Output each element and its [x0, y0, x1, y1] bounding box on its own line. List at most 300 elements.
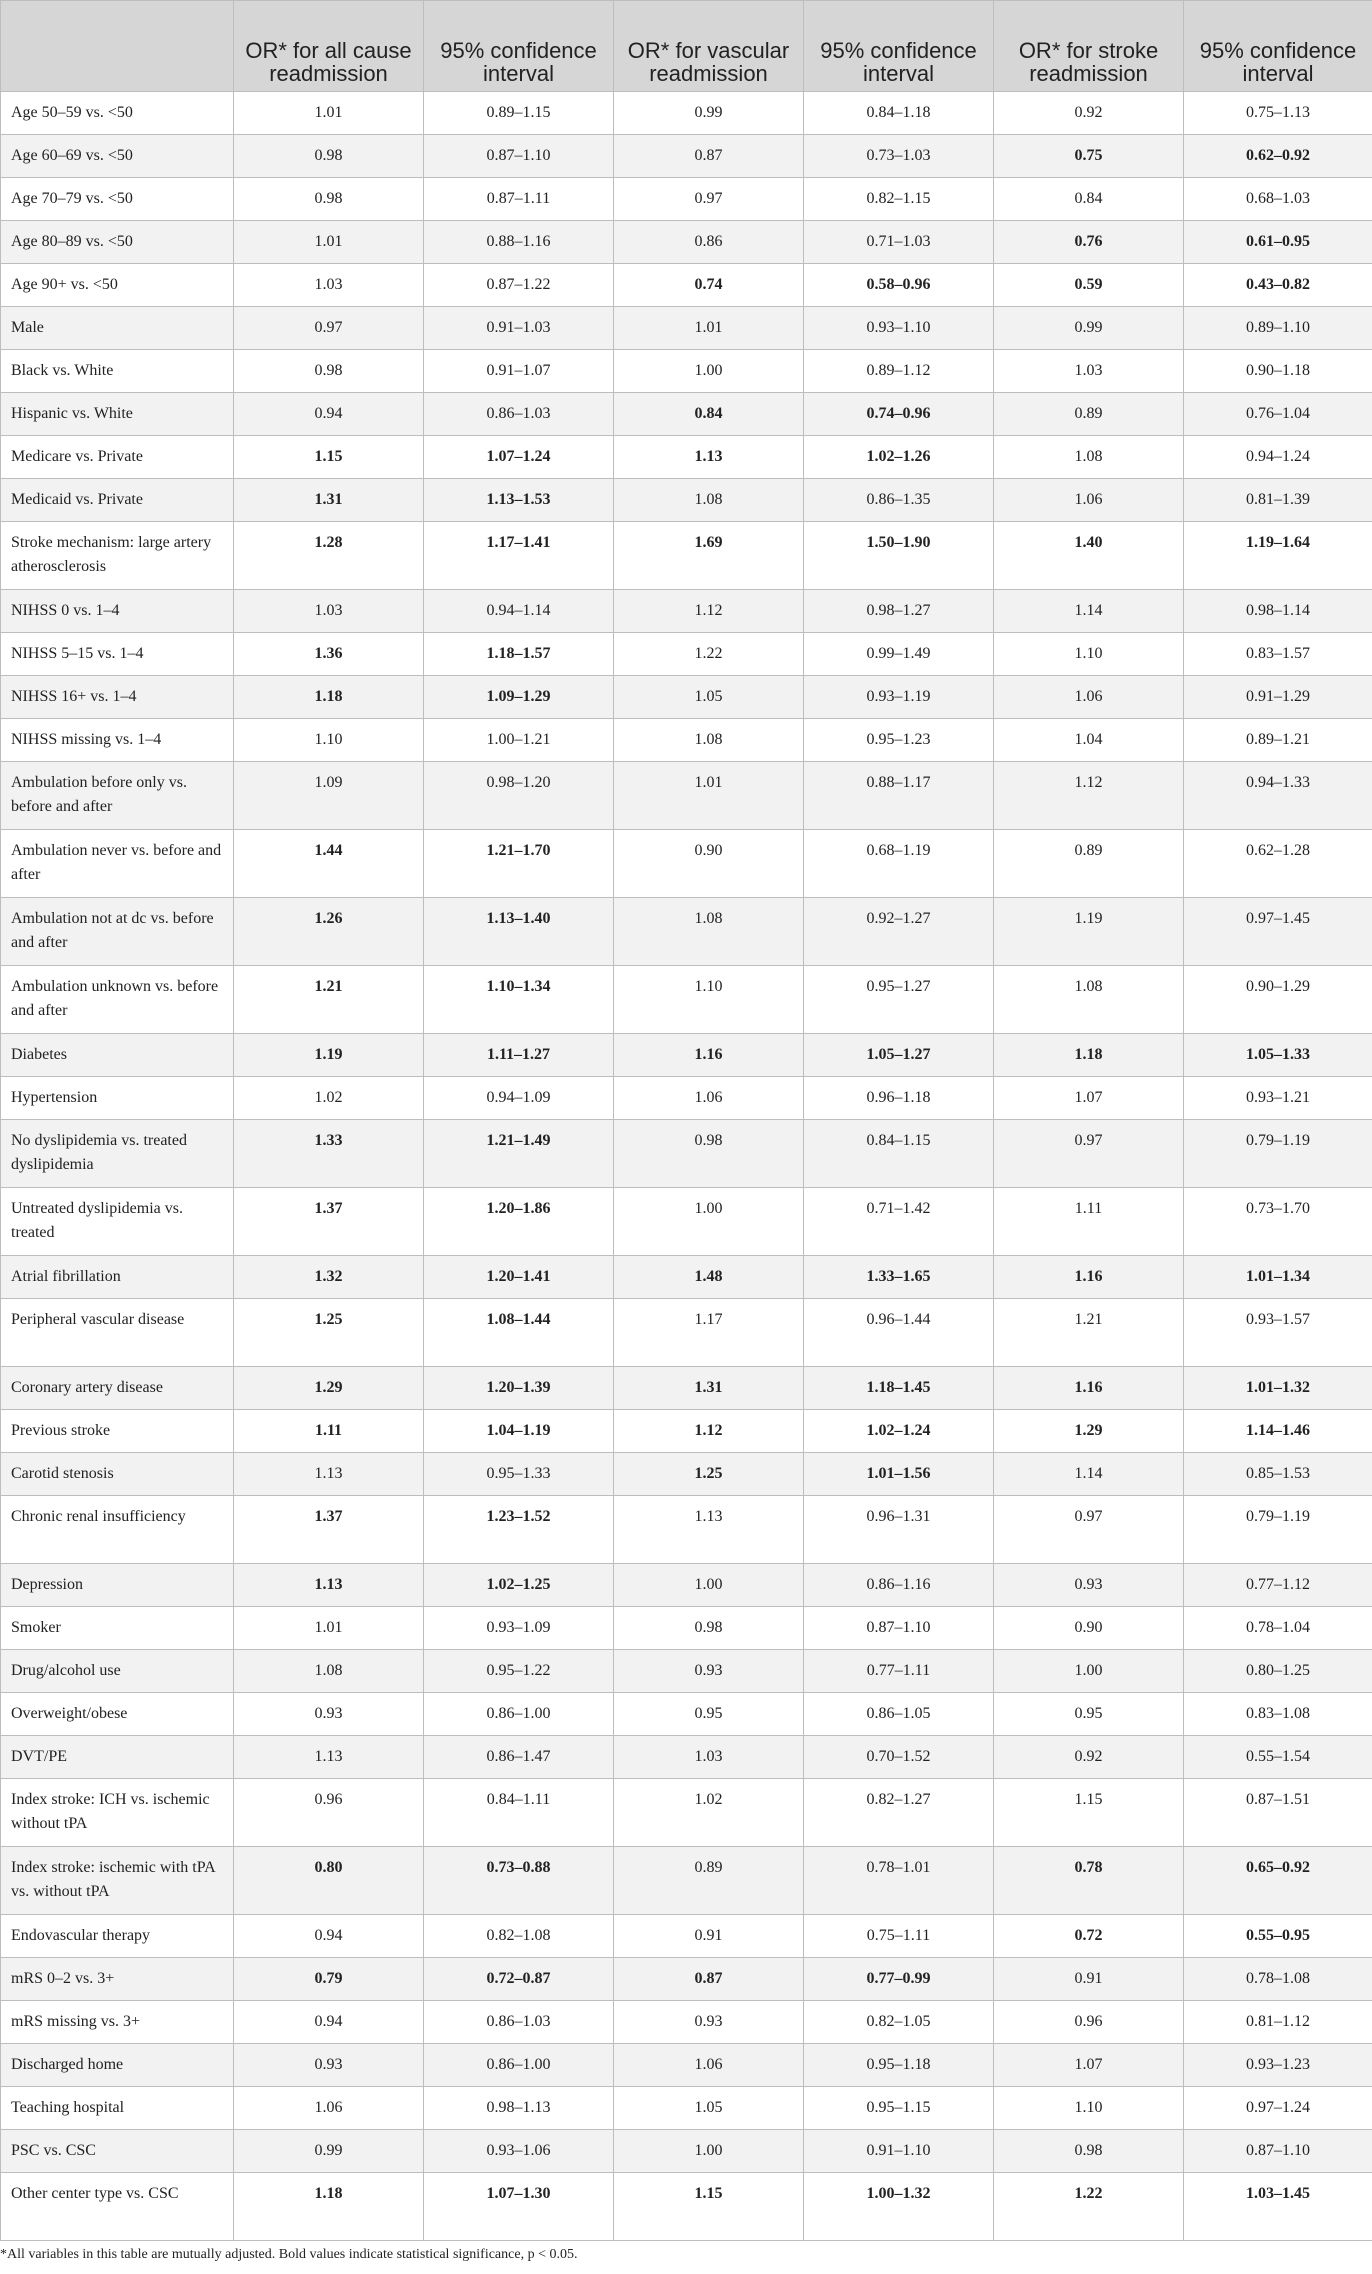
- odds-ratio-cell: 1.06: [234, 2087, 424, 2130]
- odds-ratio-cell: 0.87: [614, 1958, 804, 2001]
- confidence-interval-cell: 0.43–0.82: [1184, 264, 1372, 307]
- row-label: Discharged home: [1, 2044, 234, 2087]
- row-label: NIHSS missing vs. 1–4: [1, 719, 234, 762]
- odds-ratio-cell: 1.25: [234, 1299, 424, 1367]
- odds-ratio-cell: 0.98: [234, 135, 424, 178]
- confidence-interval-cell: 0.94–1.33: [1184, 762, 1372, 830]
- odds-ratio-cell: 0.75: [994, 135, 1184, 178]
- odds-ratio-cell: 1.02: [234, 1077, 424, 1120]
- odds-ratio-cell: 0.92: [994, 92, 1184, 135]
- confidence-interval-cell: 0.91–1.29: [1184, 676, 1372, 719]
- odds-ratio-cell: 1.25: [614, 1453, 804, 1496]
- odds-ratio-cell: 0.95: [614, 1693, 804, 1736]
- confidence-interval-cell: 0.89–1.12: [804, 350, 994, 393]
- odds-ratio-cell: 1.21: [994, 1299, 1184, 1367]
- row-label: Hypertension: [1, 1077, 234, 1120]
- confidence-interval-cell: 0.87–1.10: [1184, 2130, 1372, 2173]
- confidence-interval-cell: 0.99–1.49: [804, 633, 994, 676]
- row-label: NIHSS 5–15 vs. 1–4: [1, 633, 234, 676]
- row-label: mRS 0–2 vs. 3+: [1, 1958, 234, 2001]
- table-row: [1, 676, 1372, 719]
- confidence-interval-cell: 1.02–1.26: [804, 436, 994, 479]
- odds-ratio-cell: 1.01: [234, 1607, 424, 1650]
- confidence-interval-cell: 0.93–1.19: [804, 676, 994, 719]
- confidence-interval-cell: 0.84–1.15: [804, 1120, 994, 1188]
- table-row: [1, 2044, 1372, 2087]
- confidence-interval-cell: 0.84–1.18: [804, 92, 994, 135]
- confidence-interval-cell: 1.13–1.40: [424, 898, 614, 966]
- odds-ratio-cell: 1.18: [994, 1034, 1184, 1077]
- odds-ratio-cell: 0.97: [234, 307, 424, 350]
- odds-ratio-cell: 1.06: [614, 1077, 804, 1120]
- odds-ratio-cell: 1.08: [994, 966, 1184, 1034]
- odds-ratio-cell: 0.96: [234, 1779, 424, 1847]
- odds-ratio-cell: 1.01: [234, 221, 424, 264]
- confidence-interval-cell: 0.77–0.99: [804, 1958, 994, 2001]
- odds-ratio-cell: 1.08: [614, 719, 804, 762]
- confidence-interval-cell: 0.93–1.57: [1184, 1299, 1372, 1367]
- odds-ratio-cell: 0.94: [234, 1915, 424, 1958]
- table-row: [1, 92, 1372, 135]
- confidence-interval-cell: 0.58–0.96: [804, 264, 994, 307]
- odds-ratio-cell: 0.95: [994, 1693, 1184, 1736]
- row-label: NIHSS 0 vs. 1–4: [1, 590, 234, 633]
- odds-ratio-cell: 0.87: [614, 135, 804, 178]
- confidence-interval-cell: 0.78–1.01: [804, 1847, 994, 1915]
- confidence-interval-cell: 1.01–1.32: [1184, 1367, 1372, 1410]
- odds-ratio-cell: 0.80: [234, 1847, 424, 1915]
- confidence-interval-cell: 1.07–1.30: [424, 2173, 614, 2241]
- table-footnote: *All variables in this table are mutually adjusted. Bold values indicate statistical significance, p < 0.05.: [0, 2247, 578, 2262]
- confidence-interval-cell: 1.21–1.70: [424, 830, 614, 898]
- row-label: Medicare vs. Private: [1, 436, 234, 479]
- confidence-interval-cell: 1.10–1.34: [424, 966, 614, 1034]
- odds-ratio-cell: 0.90: [614, 830, 804, 898]
- confidence-interval-cell: 1.05–1.27: [804, 1034, 994, 1077]
- odds-ratio-cell: 0.78: [994, 1847, 1184, 1915]
- odds-ratio-cell: 1.37: [234, 1188, 424, 1256]
- table-row: [1, 1650, 1372, 1693]
- table-row: [1, 436, 1372, 479]
- row-label: Diabetes: [1, 1034, 234, 1077]
- odds-ratio-cell: 0.59: [994, 264, 1184, 307]
- confidence-interval-cell: 1.14–1.46: [1184, 1410, 1372, 1453]
- confidence-interval-cell: 0.98–1.20: [424, 762, 614, 830]
- table-row: [1, 264, 1372, 307]
- confidence-interval-cell: 0.93–1.23: [1184, 2044, 1372, 2087]
- odds-ratio-cell: 1.01: [614, 307, 804, 350]
- table-row: [1, 1779, 1372, 1847]
- confidence-interval-cell: 0.88–1.16: [424, 221, 614, 264]
- row-label: Age 70–79 vs. <50: [1, 178, 234, 221]
- odds-ratio-cell: 1.18: [234, 2173, 424, 2241]
- odds-ratio-cell: 0.89: [994, 393, 1184, 436]
- confidence-interval-cell: 0.74–0.96: [804, 393, 994, 436]
- row-label: Ambulation unknown vs. before and after: [1, 966, 234, 1034]
- odds-ratio-cell: 1.08: [234, 1650, 424, 1693]
- confidence-interval-cell: 0.62–0.92: [1184, 135, 1372, 178]
- odds-ratio-cell: 1.19: [234, 1034, 424, 1077]
- odds-ratio-cell: 1.00: [614, 350, 804, 393]
- odds-ratio-cell: 1.13: [614, 436, 804, 479]
- confidence-interval-cell: 0.75–1.11: [804, 1915, 994, 1958]
- odds-ratio-cell: 1.08: [994, 436, 1184, 479]
- table-row: [1, 590, 1372, 633]
- row-label: Age 50–59 vs. <50: [1, 92, 234, 135]
- row-label: Ambulation not at dc vs. before and after: [1, 898, 234, 966]
- odds-ratio-cell: 1.16: [994, 1367, 1184, 1410]
- odds-ratio-cell: 1.44: [234, 830, 424, 898]
- confidence-interval-cell: 0.81–1.12: [1184, 2001, 1372, 2044]
- odds-ratio-cell: 0.93: [994, 1564, 1184, 1607]
- confidence-interval-cell: 0.89–1.15: [424, 92, 614, 135]
- confidence-interval-cell: 1.01–1.56: [804, 1453, 994, 1496]
- odds-ratio-cell: 1.00: [614, 1188, 804, 1256]
- odds-ratio-cell: 1.05: [614, 2087, 804, 2130]
- odds-ratio-cell: 1.11: [234, 1410, 424, 1453]
- table-row: [1, 307, 1372, 350]
- odds-ratio-cell: 0.93: [614, 2001, 804, 2044]
- row-label: mRS missing vs. 3+: [1, 2001, 234, 2044]
- confidence-interval-cell: 0.94–1.14: [424, 590, 614, 633]
- odds-ratio-cell: 0.91: [614, 1915, 804, 1958]
- confidence-interval-cell: 0.87–1.10: [424, 135, 614, 178]
- confidence-interval-cell: 0.91–1.03: [424, 307, 614, 350]
- odds-ratio-cell: 1.37: [234, 1496, 424, 1564]
- odds-ratio-cell: 1.31: [234, 479, 424, 522]
- row-label: Teaching hospital: [1, 2087, 234, 2130]
- odds-ratio-cell: 1.00: [614, 2130, 804, 2173]
- confidence-interval-cell: 0.87–1.51: [1184, 1779, 1372, 1847]
- confidence-interval-cell: 1.50–1.90: [804, 522, 994, 590]
- table-row: [1, 1453, 1372, 1496]
- confidence-interval-cell: 0.95–1.22: [424, 1650, 614, 1693]
- odds-ratio-cell: 0.98: [234, 178, 424, 221]
- row-label: Medicaid vs. Private: [1, 479, 234, 522]
- confidence-interval-cell: 0.65–0.92: [1184, 1847, 1372, 1915]
- confidence-interval-cell: 1.18–1.45: [804, 1367, 994, 1410]
- confidence-interval-cell: 0.72–0.87: [424, 1958, 614, 2001]
- odds-ratio-cell: 0.98: [614, 1607, 804, 1650]
- confidence-interval-cell: 1.08–1.44: [424, 1299, 614, 1367]
- confidence-interval-cell: 0.95–1.33: [424, 1453, 614, 1496]
- confidence-interval-cell: 0.93–1.21: [1184, 1077, 1372, 1120]
- row-label: Smoker: [1, 1607, 234, 1650]
- odds-ratio-cell: 0.84: [994, 178, 1184, 221]
- odds-ratio-cell: 0.89: [994, 830, 1184, 898]
- odds-ratio-cell: 1.07: [994, 2044, 1184, 2087]
- confidence-interval-cell: 0.94–1.24: [1184, 436, 1372, 479]
- odds-ratio-cell: 1.03: [234, 264, 424, 307]
- table-row: [1, 830, 1372, 898]
- odds-ratio-cell: 1.08: [614, 898, 804, 966]
- odds-ratio-cell: 1.03: [234, 590, 424, 633]
- confidence-interval-cell: 0.87–1.11: [424, 178, 614, 221]
- row-label: Overweight/obese: [1, 1693, 234, 1736]
- odds-ratio-cell: 1.16: [614, 1034, 804, 1077]
- confidence-interval-cell: 1.05–1.33: [1184, 1034, 1372, 1077]
- header-cell: 95% confidence interval: [1184, 1, 1372, 92]
- confidence-interval-cell: 0.89–1.21: [1184, 719, 1372, 762]
- confidence-interval-cell: 1.17–1.41: [424, 522, 614, 590]
- confidence-interval-cell: 0.71–1.03: [804, 221, 994, 264]
- table-row: [1, 2173, 1372, 2241]
- confidence-interval-cell: 1.20–1.39: [424, 1367, 614, 1410]
- confidence-interval-cell: 0.90–1.18: [1184, 350, 1372, 393]
- odds-ratio-cell: 1.13: [234, 1453, 424, 1496]
- confidence-interval-cell: 1.00–1.32: [804, 2173, 994, 2241]
- row-label: Previous stroke: [1, 1410, 234, 1453]
- odds-ratio-cell: 1.03: [614, 1736, 804, 1779]
- confidence-interval-cell: 0.93–1.09: [424, 1607, 614, 1650]
- confidence-interval-cell: 1.03–1.45: [1184, 2173, 1372, 2241]
- table-row: [1, 1077, 1372, 1120]
- odds-ratio-cell: 1.03: [994, 350, 1184, 393]
- table-row: [1, 393, 1372, 436]
- confidence-interval-cell: 0.82–1.05: [804, 2001, 994, 2044]
- odds-ratio-cell: 0.99: [234, 2130, 424, 2173]
- confidence-interval-cell: 0.77–1.11: [804, 1650, 994, 1693]
- confidence-interval-cell: 0.77–1.12: [1184, 1564, 1372, 1607]
- row-label: Coronary artery disease: [1, 1367, 234, 1410]
- table-row: [1, 479, 1372, 522]
- odds-ratio-cell: 1.04: [994, 719, 1184, 762]
- odds-ratio-cell: 0.90: [994, 1607, 1184, 1650]
- confidence-interval-cell: 0.75–1.13: [1184, 92, 1372, 135]
- row-label: Age 90+ vs. <50: [1, 264, 234, 307]
- table-row: [1, 2130, 1372, 2173]
- odds-ratio-cell: 1.12: [614, 1410, 804, 1453]
- odds-ratio-cell: 0.91: [994, 1958, 1184, 2001]
- row-label: Age 60–69 vs. <50: [1, 135, 234, 178]
- table-row: [1, 898, 1372, 966]
- confidence-interval-cell: 1.20–1.41: [424, 1256, 614, 1299]
- odds-ratio-cell: 1.10: [994, 633, 1184, 676]
- odds-ratio-cell: 0.97: [994, 1496, 1184, 1564]
- odds-ratio-cell: 1.13: [234, 1736, 424, 1779]
- odds-ratio-cell: 1.09: [234, 762, 424, 830]
- odds-ratio-cell: 1.06: [994, 479, 1184, 522]
- confidence-interval-cell: 0.86–1.00: [424, 1693, 614, 1736]
- header-cell: OR* for all cause readmission: [234, 1, 424, 92]
- confidence-interval-cell: 0.87–1.22: [424, 264, 614, 307]
- odds-ratio-cell: 1.10: [994, 2087, 1184, 2130]
- confidence-interval-cell: 0.76–1.04: [1184, 393, 1372, 436]
- odds-ratio-cell: 1.15: [614, 2173, 804, 2241]
- confidence-interval-cell: 0.86–1.16: [804, 1564, 994, 1607]
- table-row: [1, 2001, 1372, 2044]
- confidence-interval-cell: 0.86–1.35: [804, 479, 994, 522]
- odds-ratio-cell: 0.97: [994, 1120, 1184, 1188]
- confidence-interval-cell: 1.04–1.19: [424, 1410, 614, 1453]
- confidence-interval-cell: 0.61–0.95: [1184, 221, 1372, 264]
- table-row: [1, 1847, 1372, 1915]
- confidence-interval-cell: 1.20–1.86: [424, 1188, 614, 1256]
- row-label: NIHSS 16+ vs. 1–4: [1, 676, 234, 719]
- table-row: [1, 1564, 1372, 1607]
- odds-ratio-cell: 1.00: [614, 1564, 804, 1607]
- row-label: Peripheral vascular disease: [1, 1299, 234, 1367]
- confidence-interval-cell: 0.86–1.47: [424, 1736, 614, 1779]
- row-label: Atrial fibrillation: [1, 1256, 234, 1299]
- odds-ratio-cell: 1.36: [234, 633, 424, 676]
- odds-ratio-cell: 1.07: [994, 1077, 1184, 1120]
- confidence-interval-cell: 0.55–0.95: [1184, 1915, 1372, 1958]
- odds-ratio-cell: 1.26: [234, 898, 424, 966]
- table-row: [1, 1367, 1372, 1410]
- table-row: [1, 178, 1372, 221]
- odds-ratio-cell: 1.05: [614, 676, 804, 719]
- odds-ratio-cell: 1.21: [234, 966, 424, 1034]
- row-label: Drug/alcohol use: [1, 1650, 234, 1693]
- odds-ratio-cell: 1.06: [994, 676, 1184, 719]
- odds-ratio-cell: 1.08: [614, 479, 804, 522]
- row-label: No dyslipidemia vs. treated dyslipidemia: [1, 1120, 234, 1188]
- confidence-interval-cell: 0.96–1.44: [804, 1299, 994, 1367]
- row-label: Depression: [1, 1564, 234, 1607]
- confidence-interval-cell: 0.86–1.03: [424, 393, 614, 436]
- table-row: [1, 1034, 1372, 1077]
- odds-ratio-cell: 0.93: [614, 1650, 804, 1693]
- confidence-interval-cell: 0.87–1.10: [804, 1607, 994, 1650]
- odds-ratio-cell: 0.99: [614, 92, 804, 135]
- odds-ratio-cell: 1.17: [614, 1299, 804, 1367]
- odds-ratio-cell: 0.94: [234, 393, 424, 436]
- odds-ratio-cell: 0.97: [614, 178, 804, 221]
- confidence-interval-cell: 0.96–1.31: [804, 1496, 994, 1564]
- confidence-interval-cell: 0.81–1.39: [1184, 479, 1372, 522]
- table-row: [1, 1915, 1372, 1958]
- odds-ratio-cell: 1.06: [614, 2044, 804, 2087]
- table-row: [1, 719, 1372, 762]
- odds-ratio-cell: 0.93: [234, 1693, 424, 1736]
- table-row: [1, 1693, 1372, 1736]
- confidence-interval-cell: 0.94–1.09: [424, 1077, 614, 1120]
- confidence-interval-cell: 0.89–1.10: [1184, 307, 1372, 350]
- row-label: Age 80–89 vs. <50: [1, 221, 234, 264]
- row-label: Ambulation before only vs. before and after: [1, 762, 234, 830]
- odds-ratio-cell: 1.12: [614, 590, 804, 633]
- odds-ratio-cell: 1.13: [234, 1564, 424, 1607]
- row-label: Carotid stenosis: [1, 1453, 234, 1496]
- odds-ratio-cell: 0.72: [994, 1915, 1184, 1958]
- confidence-interval-cell: 1.18–1.57: [424, 633, 614, 676]
- odds-ratio-cell: 1.13: [614, 1496, 804, 1564]
- confidence-interval-cell: 0.73–0.88: [424, 1847, 614, 1915]
- row-label: Ambulation never vs. before and after: [1, 830, 234, 898]
- odds-ratio-cell: 0.99: [994, 307, 1184, 350]
- confidence-interval-cell: 0.92–1.27: [804, 898, 994, 966]
- table-body: [1, 92, 1372, 2241]
- table-row: [1, 1299, 1372, 1367]
- header-cell: OR* for stroke readmission: [994, 1, 1184, 92]
- odds-ratio-cell: 0.86: [614, 221, 804, 264]
- header-row: [1, 1, 1372, 92]
- odds-ratio-cell: 0.98: [994, 2130, 1184, 2173]
- row-label: Untreated dyslipidemia vs. treated: [1, 1188, 234, 1256]
- confidence-interval-cell: 0.71–1.42: [804, 1188, 994, 1256]
- odds-ratio-cell: 1.22: [614, 633, 804, 676]
- confidence-interval-cell: 0.68–1.19: [804, 830, 994, 898]
- row-label: Stroke mechanism: large artery atherosclerosis: [1, 522, 234, 590]
- table-row: [1, 350, 1372, 393]
- header-cell: [1, 1, 234, 92]
- table-row: [1, 522, 1372, 590]
- confidence-interval-cell: 0.85–1.53: [1184, 1453, 1372, 1496]
- confidence-interval-cell: 1.13–1.53: [424, 479, 614, 522]
- confidence-interval-cell: 0.91–1.10: [804, 2130, 994, 2173]
- confidence-interval-cell: 0.88–1.17: [804, 762, 994, 830]
- odds-ratio-cell: 1.10: [614, 966, 804, 1034]
- table-row: [1, 135, 1372, 178]
- table-row: [1, 1410, 1372, 1453]
- confidence-interval-cell: 1.11–1.27: [424, 1034, 614, 1077]
- odds-ratio-cell: 1.19: [994, 898, 1184, 966]
- table-row: [1, 1120, 1372, 1188]
- confidence-interval-cell: 0.95–1.18: [804, 2044, 994, 2087]
- confidence-interval-cell: 0.78–1.04: [1184, 1607, 1372, 1650]
- confidence-interval-cell: 0.82–1.15: [804, 178, 994, 221]
- row-label: DVT/PE: [1, 1736, 234, 1779]
- row-label: Chronic renal insufficiency: [1, 1496, 234, 1564]
- confidence-interval-cell: 0.98–1.13: [424, 2087, 614, 2130]
- confidence-interval-cell: 1.33–1.65: [804, 1256, 994, 1299]
- odds-ratio-cell: 1.18: [234, 676, 424, 719]
- confidence-interval-cell: 0.79–1.19: [1184, 1496, 1372, 1564]
- odds-ratio-cell: 1.00: [994, 1650, 1184, 1693]
- odds-ratio-cell: 0.84: [614, 393, 804, 436]
- confidence-interval-cell: 0.96–1.18: [804, 1077, 994, 1120]
- row-label: Male: [1, 307, 234, 350]
- confidence-interval-cell: 0.86–1.05: [804, 1693, 994, 1736]
- confidence-interval-cell: 0.86–1.00: [424, 2044, 614, 2087]
- row-label: Endovascular therapy: [1, 1915, 234, 1958]
- odds-ratio-cell: 0.98: [614, 1120, 804, 1188]
- row-label: Index stroke: ICH vs. ischemic without tPA: [1, 1779, 234, 1847]
- confidence-interval-cell: 0.86–1.03: [424, 2001, 614, 2044]
- confidence-interval-cell: 0.97–1.45: [1184, 898, 1372, 966]
- confidence-interval-cell: 1.19–1.64: [1184, 522, 1372, 590]
- confidence-interval-cell: 0.82–1.08: [424, 1915, 614, 1958]
- confidence-interval-cell: 0.95–1.23: [804, 719, 994, 762]
- odds-ratio-cell: 0.94: [234, 2001, 424, 2044]
- odds-ratio-cell: 0.96: [994, 2001, 1184, 2044]
- confidence-interval-cell: 0.98–1.27: [804, 590, 994, 633]
- odds-ratio-cell: 1.01: [234, 92, 424, 135]
- confidence-interval-cell: 0.73–1.70: [1184, 1188, 1372, 1256]
- confidence-interval-cell: 0.68–1.03: [1184, 178, 1372, 221]
- row-label: PSC vs. CSC: [1, 2130, 234, 2173]
- odds-ratio-cell: 1.14: [994, 590, 1184, 633]
- odds-ratio-cell: 1.28: [234, 522, 424, 590]
- odds-ratio-cell: 1.69: [614, 522, 804, 590]
- confidence-interval-cell: 1.23–1.52: [424, 1496, 614, 1564]
- odds-ratio-cell: 1.48: [614, 1256, 804, 1299]
- confidence-interval-cell: 0.80–1.25: [1184, 1650, 1372, 1693]
- confidence-interval-cell: 0.95–1.27: [804, 966, 994, 1034]
- table-row: [1, 966, 1372, 1034]
- odds-ratio-cell: 1.40: [994, 522, 1184, 590]
- odds-ratio-cell: 1.22: [994, 2173, 1184, 2241]
- confidence-interval-cell: 1.21–1.49: [424, 1120, 614, 1188]
- odds-ratio-cell: 1.14: [994, 1453, 1184, 1496]
- odds-ratio-cell: 0.98: [234, 350, 424, 393]
- table-row: [1, 1496, 1372, 1564]
- odds-ratio-cell: 0.93: [234, 2044, 424, 2087]
- table-row: [1, 1607, 1372, 1650]
- confidence-interval-cell: 0.70–1.52: [804, 1736, 994, 1779]
- row-label: Hispanic vs. White: [1, 393, 234, 436]
